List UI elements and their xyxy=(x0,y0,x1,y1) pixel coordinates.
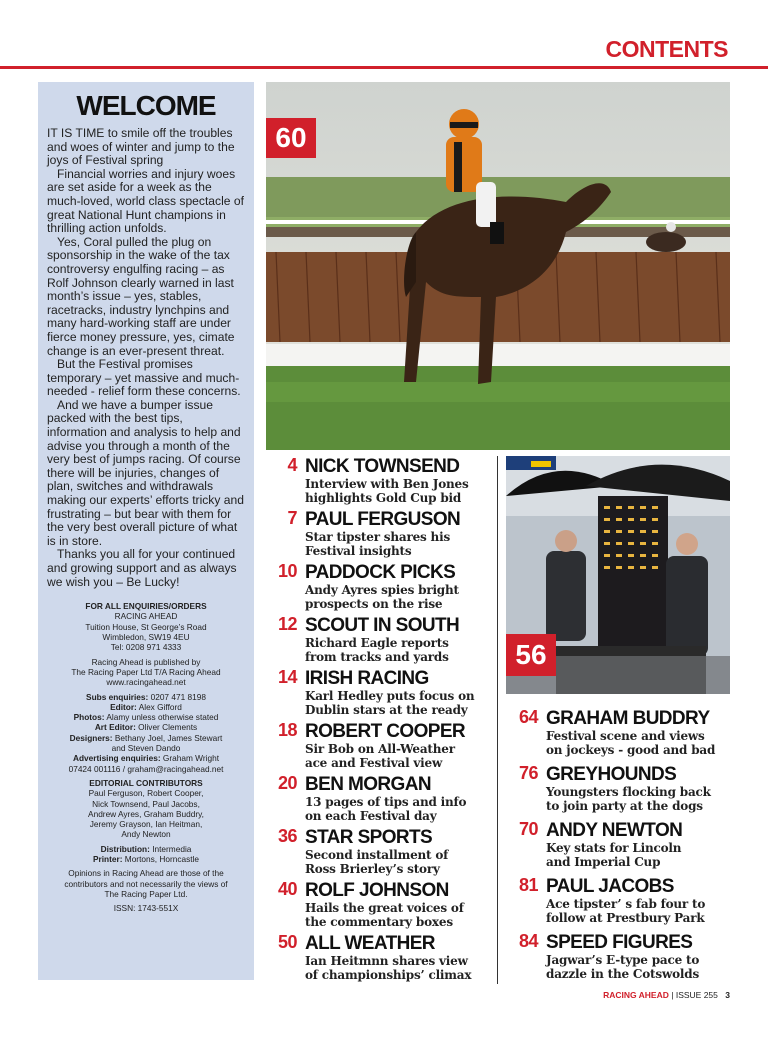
contents-entry[interactable] xyxy=(277,773,467,823)
entry-title: SCOUT IN SOUTH xyxy=(305,615,460,636)
entry-description: and Imperial Cup xyxy=(546,855,661,869)
entry-title: IRISH RACING xyxy=(305,668,429,689)
contents-entry[interactable] xyxy=(518,819,683,869)
welcome-paragraph: But the Festival promises temporary – yet massive and much-needed - relief form these concerns. xyxy=(47,357,241,399)
editor-value: Alex Gifford xyxy=(138,701,182,712)
entry-description: Andy Ayres spies bright xyxy=(305,583,459,597)
entry-description: Dublin stars at the ready xyxy=(305,703,468,717)
entry-description: the commentary boxes xyxy=(305,915,453,929)
welcome-paragraph: Thanks you all for your continued and growing support and as always we wish you – Be Lucky! xyxy=(47,547,237,589)
entry-title: SPEED FIGURES xyxy=(546,932,693,953)
welcome-paragraph: Financial worries and injury woes are set aside for a week as the much-loved, world class spectacle of great National Hunt champions in thrilling action unfolds. xyxy=(47,166,244,236)
contents-entry[interactable] xyxy=(277,826,449,876)
entry-page-number: 36 xyxy=(277,826,297,846)
advertising-value: Graham Wright xyxy=(162,753,220,764)
contributors-line: Jeremy Grayson, Ian Heitman, xyxy=(89,819,203,830)
entry-description: Karl Hedley puts focus on xyxy=(305,689,475,703)
entry-title: NICK TOWNSEND xyxy=(305,456,460,477)
entry-description: Second installment of xyxy=(305,848,449,862)
credits-block xyxy=(47,601,245,913)
footer-issue: ISSUE 255 xyxy=(675,990,718,1000)
entry-description: ace and Festival view xyxy=(305,756,443,770)
designers-label: Designers: xyxy=(69,732,113,743)
contents-entry[interactable] xyxy=(277,614,460,664)
entry-description: Star tipster shares his xyxy=(305,530,450,544)
footer-brand: RACING AHEAD xyxy=(603,990,669,1000)
advertising-contact: 07424 001116 / graham@racingahead.net xyxy=(68,763,224,774)
contents-entry[interactable] xyxy=(518,707,716,757)
entry-page-number: 18 xyxy=(277,720,297,740)
entry-description: Key stats for Lincoln xyxy=(546,841,682,855)
entry-description: Sir Bob on All-Weather xyxy=(305,742,455,756)
contributors-line: Nick Townsend, Paul Jacobs, xyxy=(92,798,200,809)
entry-title: GREYHOUNDS xyxy=(546,764,677,785)
printer-value: Mortons, Horncastle xyxy=(124,854,200,865)
contents-entry[interactable] xyxy=(277,561,459,611)
welcome-paragraph: IT IS TIME to smile off the troubles and woes of winter and jump to the joys of Festival spring xyxy=(47,126,235,168)
contents-entry[interactable] xyxy=(277,879,464,929)
entry-description: Ian Heitmnn shares view xyxy=(305,954,468,968)
address-line: Wimbledon, SW19 4EU xyxy=(102,632,190,643)
page-footer xyxy=(603,990,730,1000)
contents-title: CONTENTS xyxy=(605,36,728,62)
subs-label: Subs enquiries: xyxy=(86,691,149,702)
entry-title: PADDOCK PICKS xyxy=(305,562,456,583)
contents-entry[interactable] xyxy=(277,720,466,770)
entry-description: Festival scene and views xyxy=(546,729,705,743)
art-editor-value: Oliver Clements xyxy=(138,722,198,733)
distribution-label: Distribution: xyxy=(100,843,150,854)
contents-entry[interactable] xyxy=(277,932,472,982)
entry-page-number: 40 xyxy=(277,879,297,899)
entry-description: Festival insights xyxy=(305,544,412,558)
entry-title: ALL WEATHER xyxy=(305,933,435,954)
contents-entry[interactable] xyxy=(518,875,706,925)
entry-description: on each Festival day xyxy=(305,809,437,823)
phone-number: Tel: 0208 971 4333 xyxy=(110,642,182,653)
entry-title: STAR SPORTS xyxy=(305,827,433,848)
opinions-line: The Racing Paper Ltd. xyxy=(104,888,188,899)
contents-entry[interactable] xyxy=(518,931,700,981)
entry-page-number: 20 xyxy=(277,773,297,793)
publisher-line: The Racing Paper Ltd T/A Racing Ahead xyxy=(71,666,221,677)
address-line: Tuition House, St George’s Road xyxy=(85,621,207,632)
opinions-line: Opinions in Racing Ahead are those of the xyxy=(68,868,224,879)
entry-page-number: 10 xyxy=(277,561,297,581)
entry-description: from tracks and yards xyxy=(305,650,449,664)
page-badge-60: 60 xyxy=(266,118,316,158)
entry-title: ROBERT COOPER xyxy=(305,721,466,742)
subs-value: 0207 471 8198 xyxy=(150,691,206,702)
website-link[interactable]: www.racingahead.net xyxy=(106,677,186,688)
entry-page-number: 50 xyxy=(277,932,297,952)
entry-title: ANDY NEWTON xyxy=(546,820,683,841)
editor-label: Editor: xyxy=(110,701,137,712)
entry-page-number: 14 xyxy=(277,667,297,687)
issn: ISSN: 1743-551X xyxy=(113,903,179,914)
contents-entry[interactable] xyxy=(287,455,469,505)
entry-page-number: 12 xyxy=(277,614,297,634)
entry-page-number: 81 xyxy=(518,875,538,895)
enquiries-label: FOR ALL ENQUIRIES/ORDERS xyxy=(85,601,207,612)
entry-description: 13 pages of tips and info xyxy=(305,795,467,809)
advertising-label: Advertising enquiries: xyxy=(72,753,161,764)
entry-page-number: 70 xyxy=(518,819,538,839)
header-rule xyxy=(0,66,768,69)
contributors-line: Andy Newton xyxy=(121,829,171,840)
entry-description: of championships’ climax xyxy=(305,968,472,982)
horse-jump-photo[interactable] xyxy=(266,82,730,450)
entry-page-number: 7 xyxy=(287,508,297,528)
entry-description: Richard Eagle reports xyxy=(305,636,449,650)
contributors-line: Paul Ferguson, Robert Cooper, xyxy=(88,788,204,799)
entry-description: to join party at the dogs xyxy=(546,799,703,813)
entry-description: Ross Brierley’s story xyxy=(305,862,440,876)
contributors-label: EDITORIAL CONTRIBUTORS xyxy=(89,777,203,788)
opinions-line: contributors and not necessarily the views of xyxy=(64,878,228,889)
contents-entry[interactable] xyxy=(277,667,475,717)
welcome-paragraph: And we have a bumper issue packed with the best tips, information and analysis to help and advise you through a month of the very best of jumps racing. Of course there will be injuries, changes of plan, switches and withdrawals making our experts’ efforts tricky and frustrating – but bear with them for the very best overall picture of what is in store. xyxy=(47,397,244,548)
entry-description: follow at Prestbury Park xyxy=(546,911,705,925)
entry-description: Ace tipster’ s fab four to xyxy=(546,897,706,911)
entry-description: Interview with Ben Jones xyxy=(305,477,469,491)
entry-description: dazzle in the Cotswolds xyxy=(546,967,699,981)
entry-description: Youngsters flocking back xyxy=(546,785,711,799)
entry-page-number: 4 xyxy=(287,455,297,475)
printer-label: Printer: xyxy=(92,854,123,865)
photos-label: Photos: xyxy=(73,712,105,723)
entry-page-number: 76 xyxy=(518,763,538,783)
footer-page-number: 3 xyxy=(725,990,730,1000)
entry-title: PAUL FERGUSON xyxy=(305,509,461,530)
entry-description: Hails the great voices of xyxy=(305,901,464,915)
entry-title: ROLF JOHNSON xyxy=(305,880,449,901)
entry-title: BEN MORGAN xyxy=(305,774,431,795)
footer-divider: | xyxy=(671,990,674,1000)
entry-description: Jagwar’s E-type pace to xyxy=(546,953,700,967)
art-editor-label: Art Editor: xyxy=(94,722,136,733)
entry-title: GRAHAM BUDDRY xyxy=(546,708,710,729)
entry-page-number: 84 xyxy=(518,931,538,951)
welcome-body xyxy=(47,127,245,589)
welcome-sidebar xyxy=(38,82,254,980)
entry-page-number: 64 xyxy=(518,707,538,727)
page-badge-56: 56 xyxy=(506,634,556,676)
contents-entry[interactable] xyxy=(287,508,461,558)
designers-value: Bethany Joel, James Stewart xyxy=(114,732,223,743)
contents-entry[interactable] xyxy=(518,763,711,813)
entry-description: prospects on the rise xyxy=(305,597,443,611)
entry-title: PAUL JACOBS xyxy=(546,876,674,897)
distribution-value: Intermedia xyxy=(152,843,192,854)
welcome-title: WELCOME xyxy=(76,90,216,121)
column-divider xyxy=(497,456,498,984)
welcome-paragraph: Yes, Coral pulled the plug on sponsorship in the wake of the tax controversy engulfing racing – as Rolf Johnson clearly warned in last month’s issue – yes, stables, racetracks, industry lynchpins and many hard-working staff are under fierce money pressure, yes, cimate change is an ever-present threat. xyxy=(47,234,235,358)
publisher-line: Racing Ahead is published by xyxy=(91,656,201,667)
entry-description: on jockeys - good and bad xyxy=(546,743,716,757)
photos-value: Alamy unless otherwise stated xyxy=(106,712,219,723)
entry-description: highlights Gold Cup bid xyxy=(305,491,462,505)
contributors-line: Andrew Ayres, Graham Buddry, xyxy=(88,808,204,819)
designers-value-cont: and Steven Dando xyxy=(111,743,181,754)
company-name: RACING AHEAD xyxy=(114,611,178,622)
